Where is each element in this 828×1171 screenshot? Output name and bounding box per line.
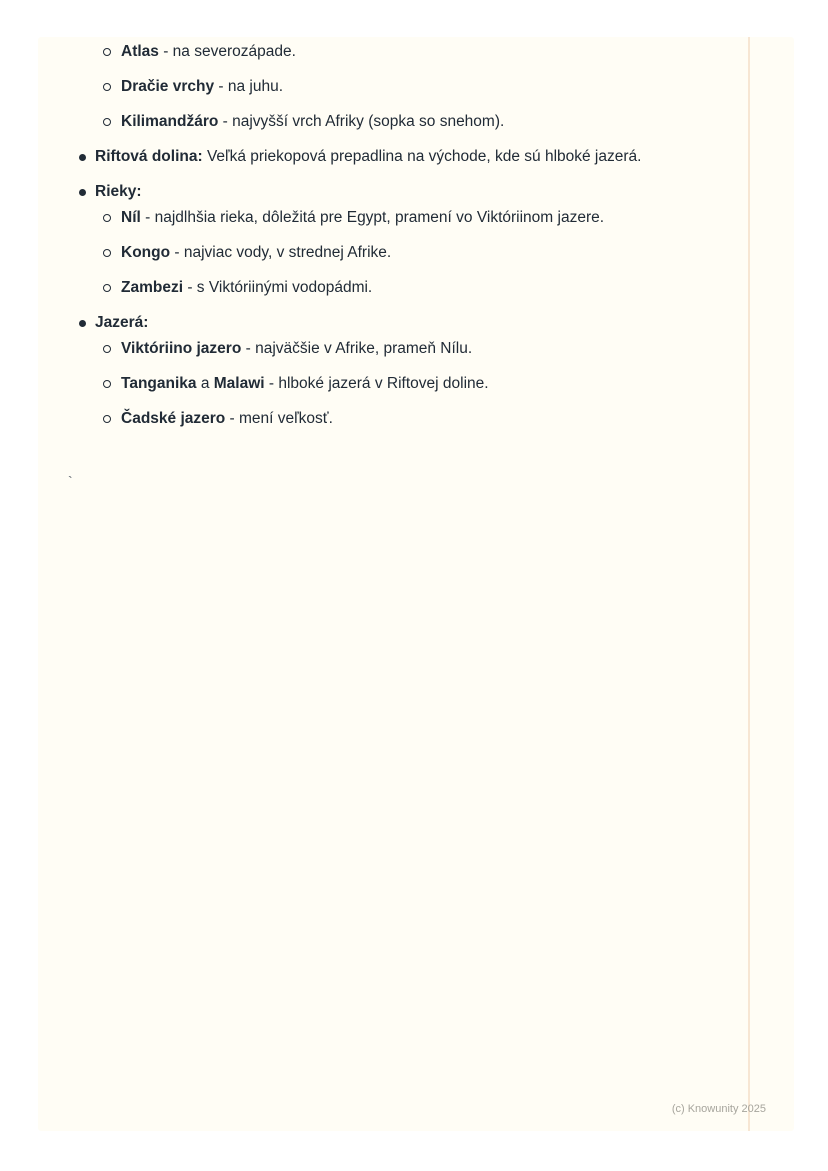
list-item xyxy=(38,205,794,231)
item-desc: - najdlhšia rieka, dôležitá pre Egypt, pramení vo Viktóriinom jazere. xyxy=(140,209,605,226)
bullet-circle-icon xyxy=(103,249,111,257)
item-term: Dračie vrchy xyxy=(121,78,215,95)
list-item xyxy=(38,371,794,397)
bullet-circle-icon xyxy=(103,214,111,222)
list-item xyxy=(38,74,794,100)
stray-backtick: ` xyxy=(68,473,73,489)
item-desc: - s Viktóriinými vodopádmi. xyxy=(183,279,373,296)
item-term: Viktóriino jazero xyxy=(121,340,242,357)
item-desc: - najväčšie v Afrike, prameň Nílu. xyxy=(241,340,473,357)
list-item-text xyxy=(121,406,333,432)
group-label: Rieky: xyxy=(95,183,142,200)
item-desc: Veľká priekopová prepadlina na východe, kde sú hlboké jazerá. xyxy=(202,148,642,165)
item-term: Kilimandžáro xyxy=(121,113,219,130)
list-group-lakes xyxy=(38,310,794,432)
bullet-circle-icon xyxy=(103,380,111,388)
list-item xyxy=(38,406,794,432)
item-term: Riftová dolina: xyxy=(95,148,203,165)
list-item-text xyxy=(95,179,142,205)
bullet-dot-icon xyxy=(79,320,86,327)
list-item xyxy=(38,275,794,301)
item-term: Čadské jazero xyxy=(121,410,226,427)
item-term: Tanganika xyxy=(121,375,197,392)
item-term: Níl xyxy=(121,209,141,226)
bullet-dot-icon xyxy=(79,189,86,196)
list-item-text xyxy=(121,371,489,397)
list-item-text xyxy=(95,310,148,336)
item-desc: - na severozápade. xyxy=(158,43,296,60)
document-page xyxy=(38,37,794,1131)
list-group-rivers xyxy=(38,179,794,301)
item-desc: - hlboké jazerá v Riftovej doline. xyxy=(264,375,489,392)
list-item-text xyxy=(121,39,296,65)
list-item-text xyxy=(95,144,641,170)
item-term: Malawi xyxy=(213,375,265,392)
list-item-text xyxy=(121,275,372,301)
copyright-footer: (c) Knowunity 2025 xyxy=(671,1103,766,1115)
bullet-circle-icon xyxy=(103,118,111,126)
bullet-circle-icon xyxy=(103,284,111,292)
list-item xyxy=(38,336,794,362)
item-term: Atlas xyxy=(121,43,159,60)
item-desc: - na juhu. xyxy=(214,78,283,95)
list-item xyxy=(38,39,794,65)
list-item-text xyxy=(121,109,504,135)
list-item xyxy=(38,310,794,336)
list-item-text xyxy=(121,240,391,266)
item-term: Zambezi xyxy=(121,279,184,296)
document-content xyxy=(38,39,794,441)
list-item xyxy=(38,240,794,266)
list-item-text xyxy=(121,74,283,100)
item-desc: - mení veľkosť. xyxy=(225,410,333,427)
item-term: Kongo xyxy=(121,244,171,261)
list-item xyxy=(38,179,794,205)
item-desc: - najviac vody, v strednej Afrike. xyxy=(170,244,392,261)
bullet-dot-icon xyxy=(79,154,86,161)
list-item-text xyxy=(121,336,472,362)
list-item xyxy=(38,144,794,170)
item-desc: a xyxy=(196,375,214,392)
group-label: Jazerá: xyxy=(95,314,149,331)
item-desc: - najvyšší vrch Afriky (sopka so snehom). xyxy=(218,113,505,130)
list-item-text xyxy=(121,205,604,231)
bullet-circle-icon xyxy=(103,48,111,56)
bullet-circle-icon xyxy=(103,83,111,91)
bullet-circle-icon xyxy=(103,415,111,423)
list-item xyxy=(38,109,794,135)
bullet-circle-icon xyxy=(103,345,111,353)
